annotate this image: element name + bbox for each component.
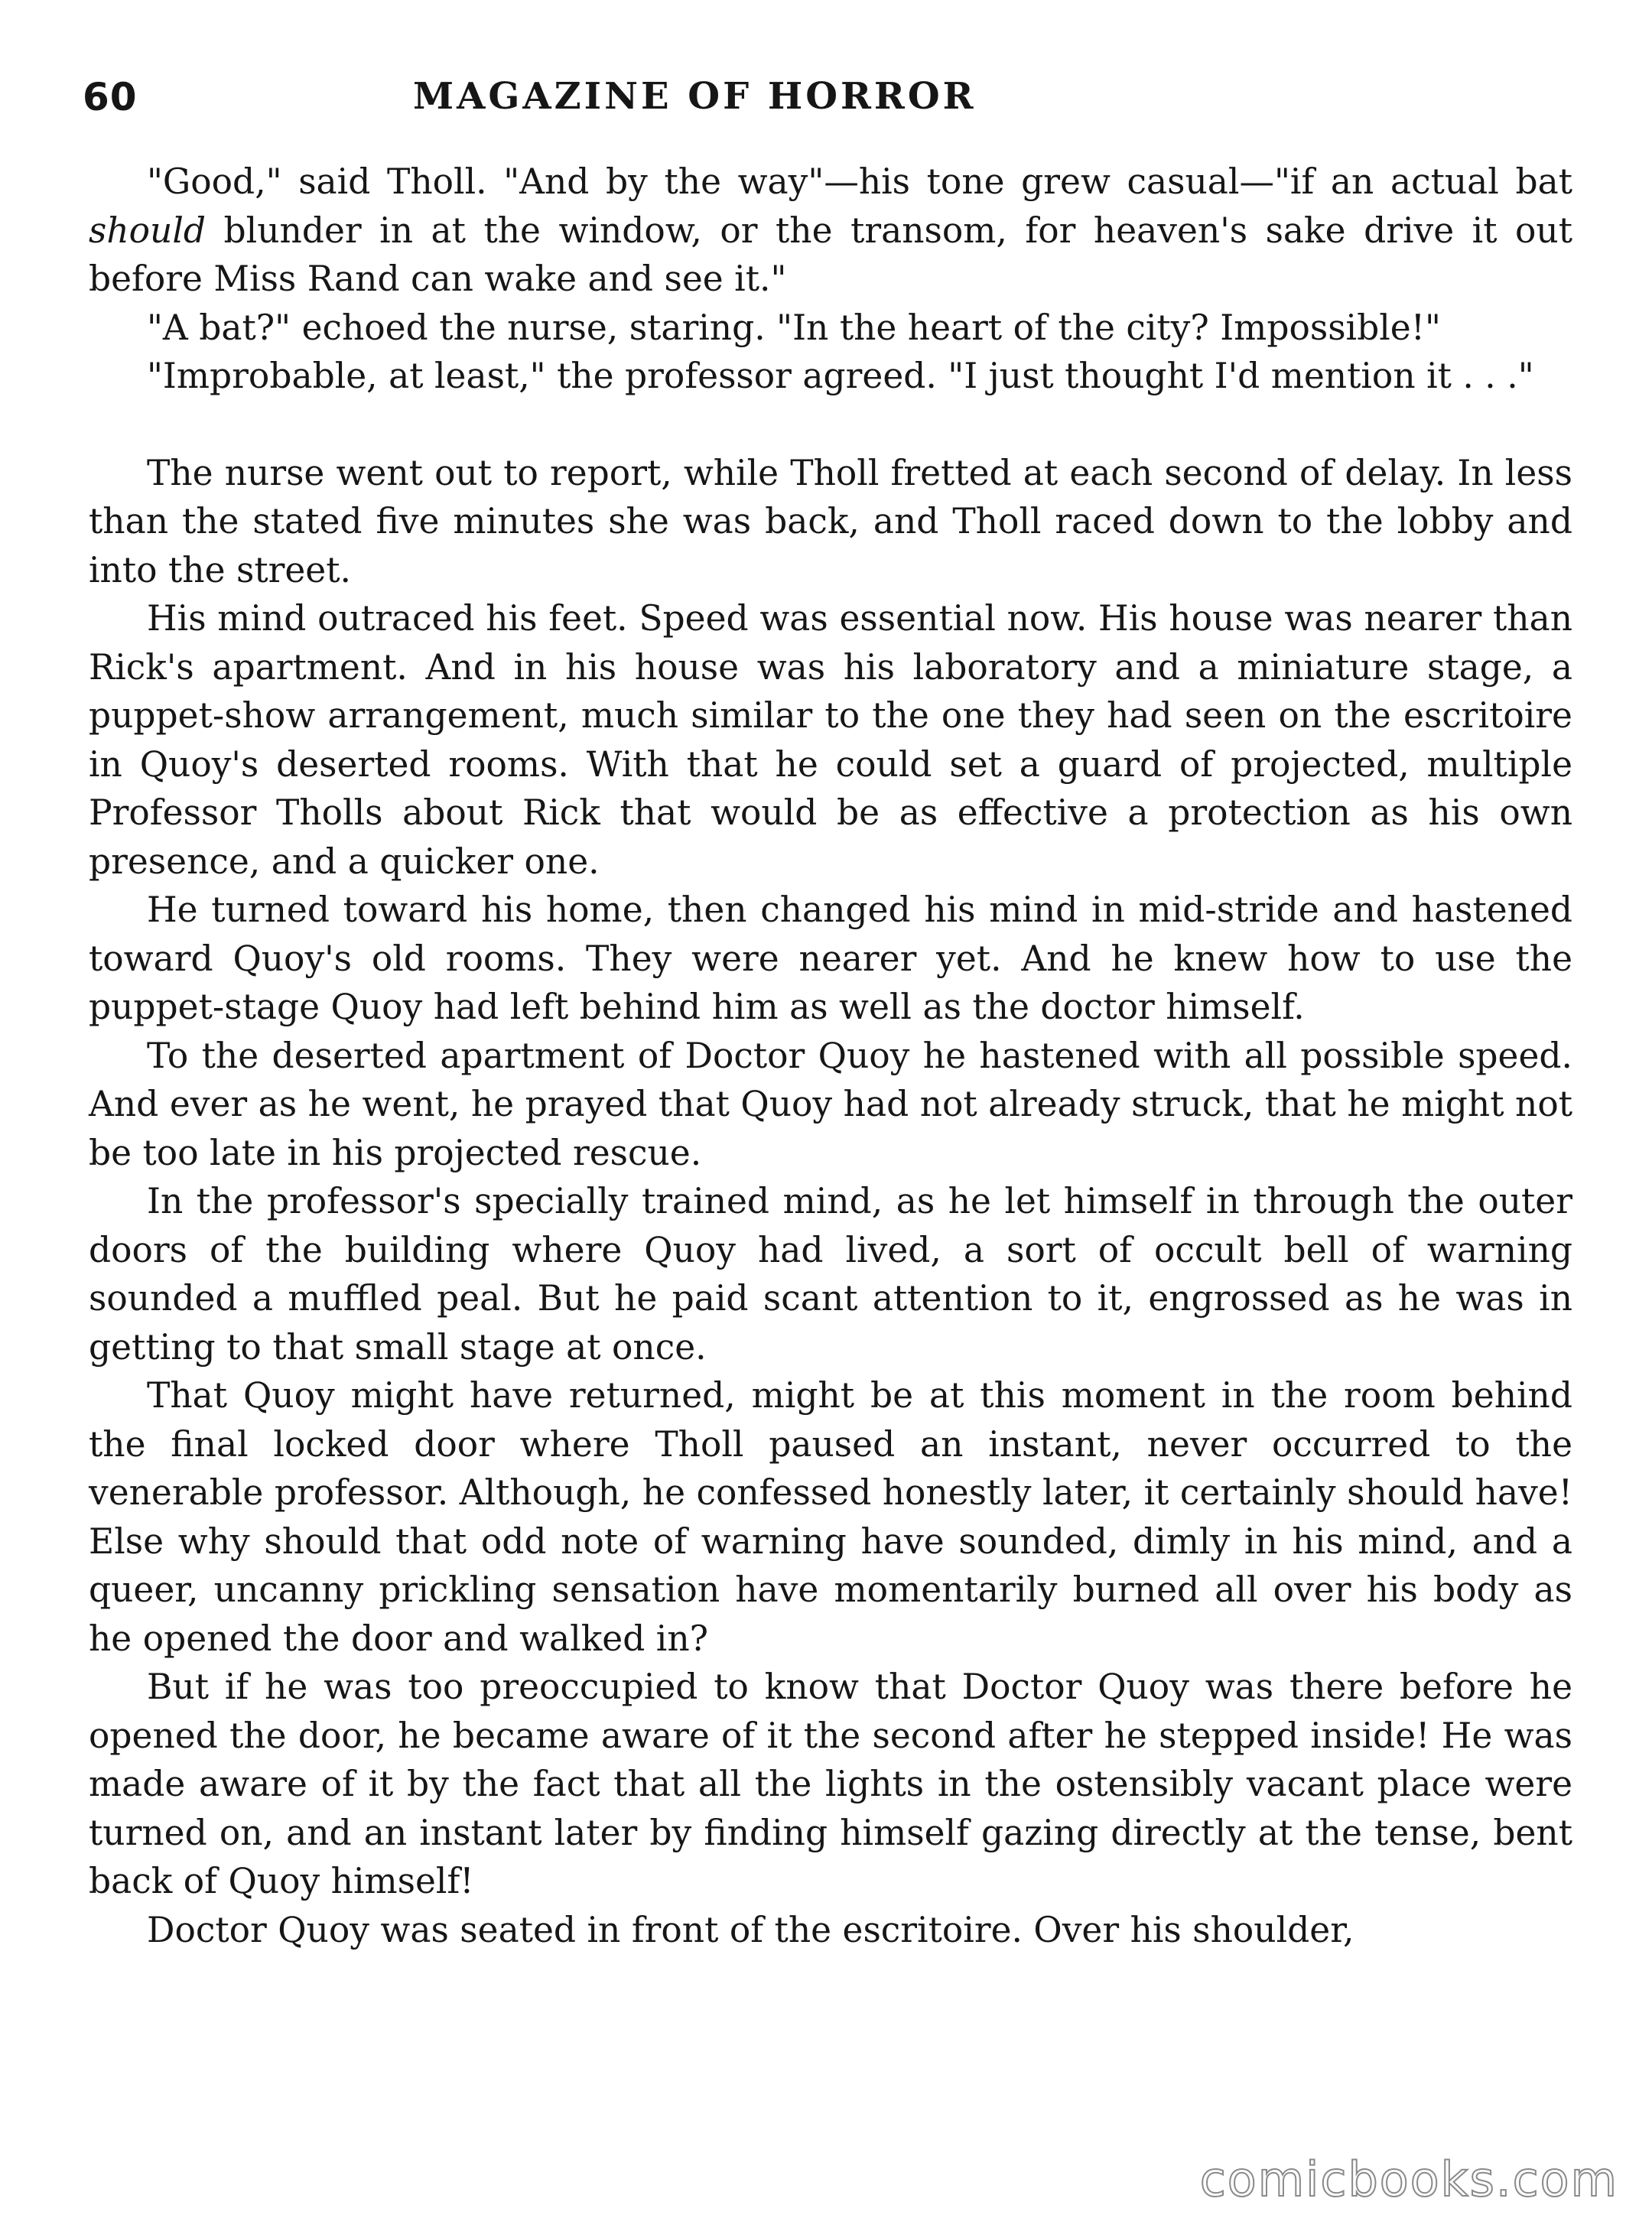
paragraph: "Good," said Tholl. "And by the way"—his tone grew casual—"if an actual bat should blunder in at the window, or the transom, for heaven's sake drive it out before Miss Rand can wake and see it." xyxy=(89,161,1572,299)
watermark: comicbooks.com xyxy=(1199,2151,1618,2207)
story-text xyxy=(89,158,1572,1954)
running-head: MAGAZINE OF HORROR xyxy=(413,75,977,118)
page-header xyxy=(83,75,1582,136)
paragraph: "A bat?" echoed the nurse, staring. "In the heart of the city? Impossible!" xyxy=(147,307,1441,348)
paragraph: Doctor Quoy was seated in front of the escritoire. Over his shoulder, xyxy=(147,1909,1354,1950)
paragraph: That Quoy might have returned, might be at this moment in the room behind the final locked door where Tholl paused an instant, never occurred to the venerable professor. Although, he confessed honestly later, it certainly should have! Else why should that odd note of warning have sounded, dimly in his mind, and a queer, uncanny prickling sensation have momentarily burned all over his body as he opened the door and walked in? xyxy=(89,1375,1572,1659)
paragraph-section-start: The nurse went out to report, while Tholl fretted at each second of delay. In less than the stated five minutes she was back, and Tholl raced down to the lobby and into the street. xyxy=(89,452,1572,590)
paragraph: "Improbable, at least," the professor agreed. "I just thought I'd mention it . . ." xyxy=(147,356,1534,396)
paragraph: To the deserted apartment of Doctor Quoy he hastened with all possible speed. And ever as he went, he prayed that Quoy had not already struck, that he might not be too late in his projected rescue. xyxy=(89,1035,1572,1173)
paragraph: In the professor's specially trained mind, as he let himself in through the outer doors of the building where Quoy had lived, a sort of occult bell of warning sounded a muffled peal. But he paid scant attention to it, engrossed as he was in getting to that small stage at once. xyxy=(89,1181,1572,1368)
paragraph: But if he was too preoccupied to know that Doctor Quoy was there before he opened the door, he became aware of it the second after he stepped inside! He was made aware of it by the fact that all the lights in the ostensibly vacant place were turned on, and an instant later by finding himself gazing directly at the tense, bent back of Quoy himself! xyxy=(89,1667,1572,1901)
paragraph: He turned toward his home, then changed his mind in mid-stride and hastened toward Quoy's old rooms. They were nearer yet. And he knew how to use the puppet-stage Quoy had left behind him as well as the doctor himself. xyxy=(89,889,1572,1027)
page-number: 60 xyxy=(83,75,138,119)
emphasis: should xyxy=(89,210,206,251)
paragraph: His mind outraced his feet. Speed was essential now. His house was nearer than Rick's apartment. And in his house was his laboratory and a miniature stage, a puppet-show arrangement, much similar to the one they had seen on the escritoire in Quoy's deserted rooms. With that he could set a guard of projected, multiple Professor Tholls about Rick that would be as effective a protection as his own presence, and a quicker one. xyxy=(89,598,1572,882)
